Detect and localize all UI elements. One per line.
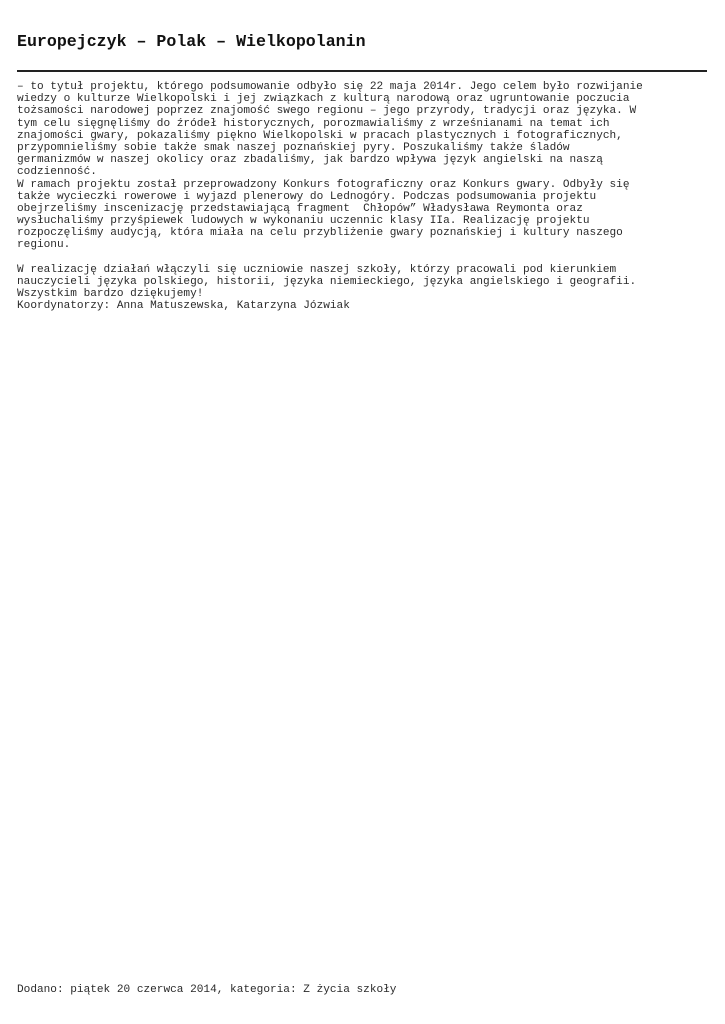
- text-line: germanizmów w naszej okolicy oraz zbadaliśmy, jak bardzo wpływa język angielski na naszą: [17, 154, 603, 167]
- paragraph-project-description: [17, 81, 712, 179]
- coordinators-line: Koordynatorzy: Anna Matuszewska, Katarzyna Józwiak: [17, 300, 350, 313]
- text-line: rozpoczęliśmy audycją, która miała na celu przybliżenie gwary poznańskiej i kultury naszego: [17, 227, 623, 240]
- text-line: przypomnieliśmy sobie także smak naszej poznańskiej pyry. Poszukaliśmy także śladów: [17, 141, 570, 154]
- text-line: codzienność.: [17, 166, 97, 179]
- text-line: wysłuchaliśmy przyśpiewek ludowych w wykonaniu uczennic klasy IIa. Realizację projektu: [17, 215, 590, 228]
- text-line: – to tytuł projektu, którego podsumowanie odbyło się 22 maja 2014r. Jego celem było rozwijanie: [17, 81, 643, 93]
- text-line: wiedzy o kulturze Wielkopolski i jej związkach z kulturą narodową oraz ugruntowanie poczucia: [17, 93, 630, 106]
- paragraph-acknowledgements: [17, 264, 712, 313]
- text-line: Wszystkim bardzo dziękujemy!: [17, 288, 204, 301]
- text-line: W ramach projektu został przeprowadzony Konkurs fotograficzny oraz Konkurs gwary. Odbyły się: [17, 178, 630, 191]
- text-line: nauczycieli języka polskiego, historii, języka niemieckiego, języka angielskiego i geografii.: [17, 276, 637, 288]
- paragraph-spacer: [17, 252, 712, 264]
- text-line: tym celu sięgnęliśmy do źródeł historycznych, porozmawialiśmy z wrześnianami na temat ich: [17, 117, 610, 130]
- text-line: regionu.: [17, 239, 71, 252]
- article-title: Europejczyk – Polak – Wielkopolanin: [17, 32, 366, 51]
- text-line: W realizację działań włączyli się uczniowie naszej szkoły, którzy pracowali pod kierunkiem: [17, 263, 617, 276]
- paragraph-project-activities: [17, 179, 712, 252]
- title-divider: [17, 70, 707, 72]
- post-meta-footer: Dodano: piątek 20 czerwca 2014, kategoria: Z życia szkoły: [17, 984, 397, 996]
- text-line: znajomości gwary, pokazaliśmy piękno Wielkopolski w pracach plastycznych i fotograficznych,: [17, 129, 623, 142]
- text-line: tożsamości narodowej poprzez znajomość swego regionu – jego przyrody, tradycji oraz języka. W: [17, 105, 637, 118]
- text-line: także wycieczki rowerowe i wyjazd plenerowy do Lednogóry. Podczas podsumowania projektu: [17, 190, 597, 203]
- article-body: [17, 81, 712, 313]
- text-line: obejrzeliśmy inscenizację przedstawiającą fragment Chłopów” Władysława Reymonta oraz: [17, 202, 583, 215]
